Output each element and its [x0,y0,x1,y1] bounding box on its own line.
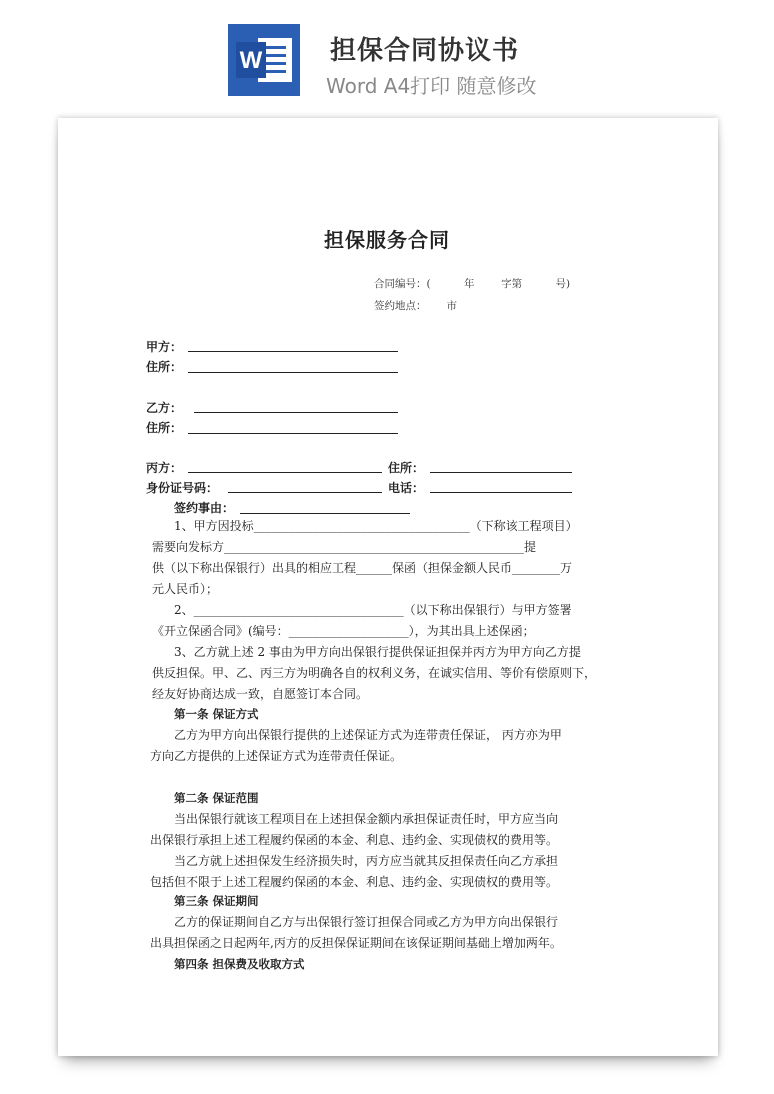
recital-line-7: 3、乙方就上述 2 事由为甲方向出保银行提供保证担保并丙方为甲方向乙方提 [174,645,581,659]
word-icon [228,24,300,96]
banner-title: 担保合同协议书 [330,36,520,66]
party-c-blank[interactable] [188,472,382,473]
party-a-label: 甲方： [146,340,183,354]
phone-blank[interactable] [430,492,572,493]
recital-line-1: 1、甲方因投标____________________________________（下称该工程项目） [174,519,578,533]
party-b-address-blank[interactable] [188,433,398,434]
article-2-p1-line-1: 当出保银行就该工程项目在上述担保金额内承担保证责任时，甲方应当向 [174,812,559,826]
recital-line-4: 元人民币）； [152,582,219,596]
article-1-paragraph-line-2: 方向乙方提供的上述保证方式为连带责任保证。 [150,749,403,763]
sign-place: 签约地点： 市 [374,300,458,312]
article-2-p1-line-2: 出保银行承担上述工程履约保函的本金、利息、违约金、实现债权的费用等。 [150,833,559,847]
party-b-label: 乙方： [146,401,183,415]
recital-line-9: 经友好协商达成一致，自愿签订本合同。 [152,687,369,701]
recital-line-8: 供反担保。甲、乙、丙三方为明确各自的权利义务，在诚实信用、等价有偿原则下， [152,666,597,680]
party-a-address-blank[interactable] [188,372,398,373]
logo-letter: W [239,47,263,74]
party-b-blank[interactable] [194,412,398,413]
contract-number: 合同编号：( 年 字第 号) [374,278,571,290]
article-2-heading: 第二条 保证范围 [174,791,259,805]
recital-line-3: 供（以下称出保银行）出具的相应工程______保函（担保金额人民币________万 [152,561,573,575]
party-b-address-label: 住所： [146,421,183,435]
banner [0,0,774,110]
article-2-p2-line-2: 包括但不限于上述工程履约保函的本金、利息、违约金、实现债权的费用等。 [150,875,559,889]
party-a-blank[interactable] [188,351,398,352]
party-c-address-label: 住所： [388,461,425,475]
article-4-heading: 第四条 担保费及收取方式 [174,957,305,971]
article-3-p1-line-2: 出具担保函之日起两年,丙方的反担保保证期间在该保证期间基础上增加两年。 [150,936,562,950]
party-a-address-label: 住所： [146,360,183,374]
reason-label: 签约事由： [174,501,235,515]
article-2-p2-line-1: 当乙方就上述担保发生经济损失时，丙方应当就其反担保责任向乙方承担 [174,854,559,868]
article-3-heading: 第三条 保证期间 [174,894,259,908]
banner-subtitle: Word A4打印 随意修改 [326,74,537,98]
article-1-heading: 第一条 保证方式 [174,707,259,721]
reason-blank[interactable] [240,513,410,514]
recital-line-5: 2、___________________________________（以下称出保银行）与甲方签署 [174,603,572,617]
recital-line-6: 《开立保函合同》(编号：____________________），为其出具上述保函； [152,624,535,638]
article-3-p1-line-1: 乙方的保证期间自乙方与出保银行签订担保合同或乙方为甲方向出保银行 [174,915,559,929]
article-1-paragraph-line-1: 乙方为甲方向出保银行提供的上述保证方式为连带责任保证， 丙方亦为甲 [174,728,562,742]
recital-line-2: 需要向发标方__________________________________________________提 [152,540,537,554]
id-number-blank[interactable] [228,492,382,493]
party-c-label: 丙方： [146,461,183,475]
party-c-address-blank[interactable] [430,472,572,473]
id-number-label: 身份证号码： [146,481,219,495]
phone-label: 电话： [388,481,425,495]
document-title: 担保服务合同 [324,228,450,252]
